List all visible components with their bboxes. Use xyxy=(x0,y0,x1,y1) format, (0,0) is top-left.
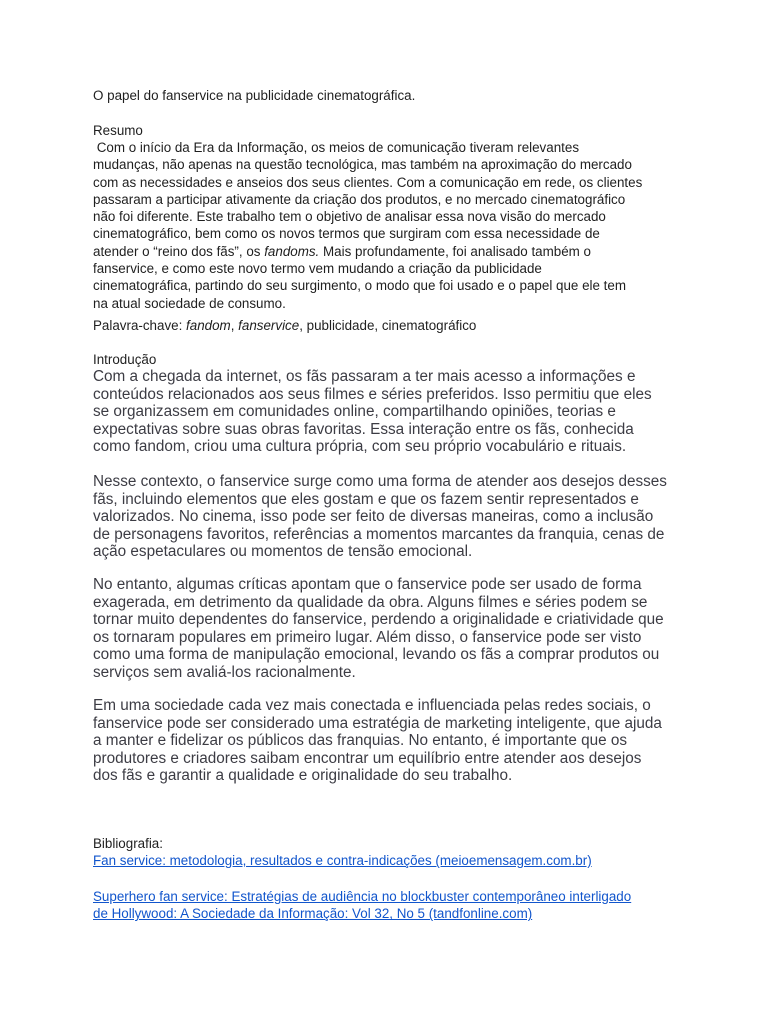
paragraph-line: fãs, incluindo elementos que eles gostam e que os fazem sentir representados e xyxy=(93,490,639,508)
paragraph-line: Nesse contexto, o fanservice surge como uma forma de atender aos desejos desses xyxy=(93,473,667,490)
intro-paragraph-4 xyxy=(93,697,693,785)
paragraph-line: No entanto, algumas críticas apontam que o fanservice pode ser usado de forma xyxy=(93,576,642,593)
paragraph-line: os tornaram populares em primeiro lugar. Além disso, o fanservice pode ser visto xyxy=(93,628,642,646)
bibliography-link-tandfonline[interactable] xyxy=(93,888,631,923)
document-title: O papel do fanservice na publicidade cinematográfica. xyxy=(93,88,416,103)
resumo-line xyxy=(93,243,693,260)
paragraph-line: a manter e fidelizar os públicos das franquias. No entanto, é importante que os xyxy=(93,732,628,750)
paragraph-line: valorizados. No cinema, isso pode ser feito de diversas maneiras, como a inclusão xyxy=(93,508,654,526)
paragraph-line: expectativas sobre suas obras favoritas. Essa interação entre os fãs, conhecida xyxy=(93,420,634,438)
paragraph-line: Em uma sociedade cada vez mais conectada e influenciada pelas redes sociais, o xyxy=(93,697,651,714)
resumo-line: na atual sociedade de consumo. xyxy=(93,295,286,311)
link-text[interactable]: de Hollywood: A Sociedade da Informação: Vol 32, No 5 (tandfonline.com) xyxy=(93,906,533,922)
resumo-line: Com o início da Era da Informação, os meios de comunicação tiveram relevantes xyxy=(93,140,580,155)
intro-paragraph-3 xyxy=(93,576,693,682)
fandoms-term: fandoms. xyxy=(264,243,320,259)
resumo-text: atender o “reino dos fãs”, os xyxy=(93,243,265,259)
paragraph-line: produtores e criadores saibam encontrar um equilíbrio entre atender aos desejos xyxy=(93,749,642,767)
bibliografia-heading: Bibliografia: xyxy=(93,836,163,851)
resumo-line: não foi diferente. Este trabalho tem o objetivo de analisar essa nova visão do mercado xyxy=(93,209,606,225)
resumo-line: cinematográfico, bem como os novos termos que surgiram com essa necessidade de xyxy=(93,226,600,242)
keyword-fandom: fandom xyxy=(186,318,231,333)
resumo-heading: Resumo xyxy=(93,123,143,138)
resumo-line: cinematográfica, partindo do seu surgimento, o modo que foi usado e o papel que ele tem xyxy=(93,278,626,294)
link-text[interactable]: Fan service: metodologia, resultados e contra-indicações (meioemensagem.com.br) xyxy=(93,853,592,868)
paragraph-line: de personagens favoritos, referências a momentos marcantes da franquia, cenas de xyxy=(93,525,665,543)
paragraph-line: se organizassem em comunidades online, compartilhando opiniões, teorias e xyxy=(93,403,616,421)
resumo-line: fanservice, e como este novo termo vem mudando a criação da publicidade xyxy=(93,261,542,277)
paragraph-line: como fandom, criou uma cultura própria, com seu próprio vocabulário e rituais. xyxy=(93,438,627,456)
paragraph-line: conteúdos relacionados aos seus filmes e séries preferidos. Isso permitiu que eles xyxy=(93,385,652,403)
paragraph-line: ação espetaculares ou momentos de tensão emocional. xyxy=(93,543,473,561)
keyword-fanservice: fanservice xyxy=(238,318,300,333)
resumo-text: Mais profundamente, foi analisado também o xyxy=(319,243,591,259)
paragraph-line: fanservice pode ser considerado uma estratégia de marketing inteligente, que ajuda xyxy=(93,714,662,732)
paragraph-line: dos fãs e garantir a qualidade e originalidade do seu trabalho. xyxy=(93,767,513,785)
intro-paragraph-1 xyxy=(93,368,693,456)
paragraph-line: exagerada, em detrimento da qualidade da obra. Alguns filmes e séries podem se xyxy=(93,593,648,611)
keywords-line xyxy=(93,317,476,334)
paragraph-line: serviços sem avaliá-los racionalmente. xyxy=(93,663,356,681)
resumo-paragraph xyxy=(93,139,693,312)
keywords-rest: , publicidade, cinematográfico xyxy=(299,318,477,333)
paragraph-line: tornar muito dependentes do fanservice, perdendo a originalidade e criatividade que xyxy=(93,611,664,629)
paragraph-line: como uma forma de manipulação emocional, levando os fãs a comprar produtos ou xyxy=(93,646,660,664)
resumo-line: com as necessidades e anseios dos seus clientes. Com a comunicação em rede, os clientes xyxy=(93,174,643,190)
paragraph-line: Com a chegada da internet, os fãs passaram a ter mais acesso a informações e xyxy=(93,368,636,385)
bibliography-link-meioemensagem[interactable] xyxy=(93,852,592,869)
resumo-line: passaram a participar ativamente da criação dos produtos, e no mercado cinematográfico xyxy=(93,191,626,207)
keyword-separator: , xyxy=(230,318,239,333)
resumo-line: mudanças, não apenas na questão tecnológica, mas também na aproximação do mercado xyxy=(93,157,632,173)
keywords-label: Palavra-chave: xyxy=(93,318,187,333)
intro-paragraph-2 xyxy=(93,473,693,561)
introducao-heading: Introdução xyxy=(93,352,157,367)
link-text[interactable]: Superhero fan service: Estratégias de audiência no blockbuster contemporâneo interligado xyxy=(93,889,632,904)
